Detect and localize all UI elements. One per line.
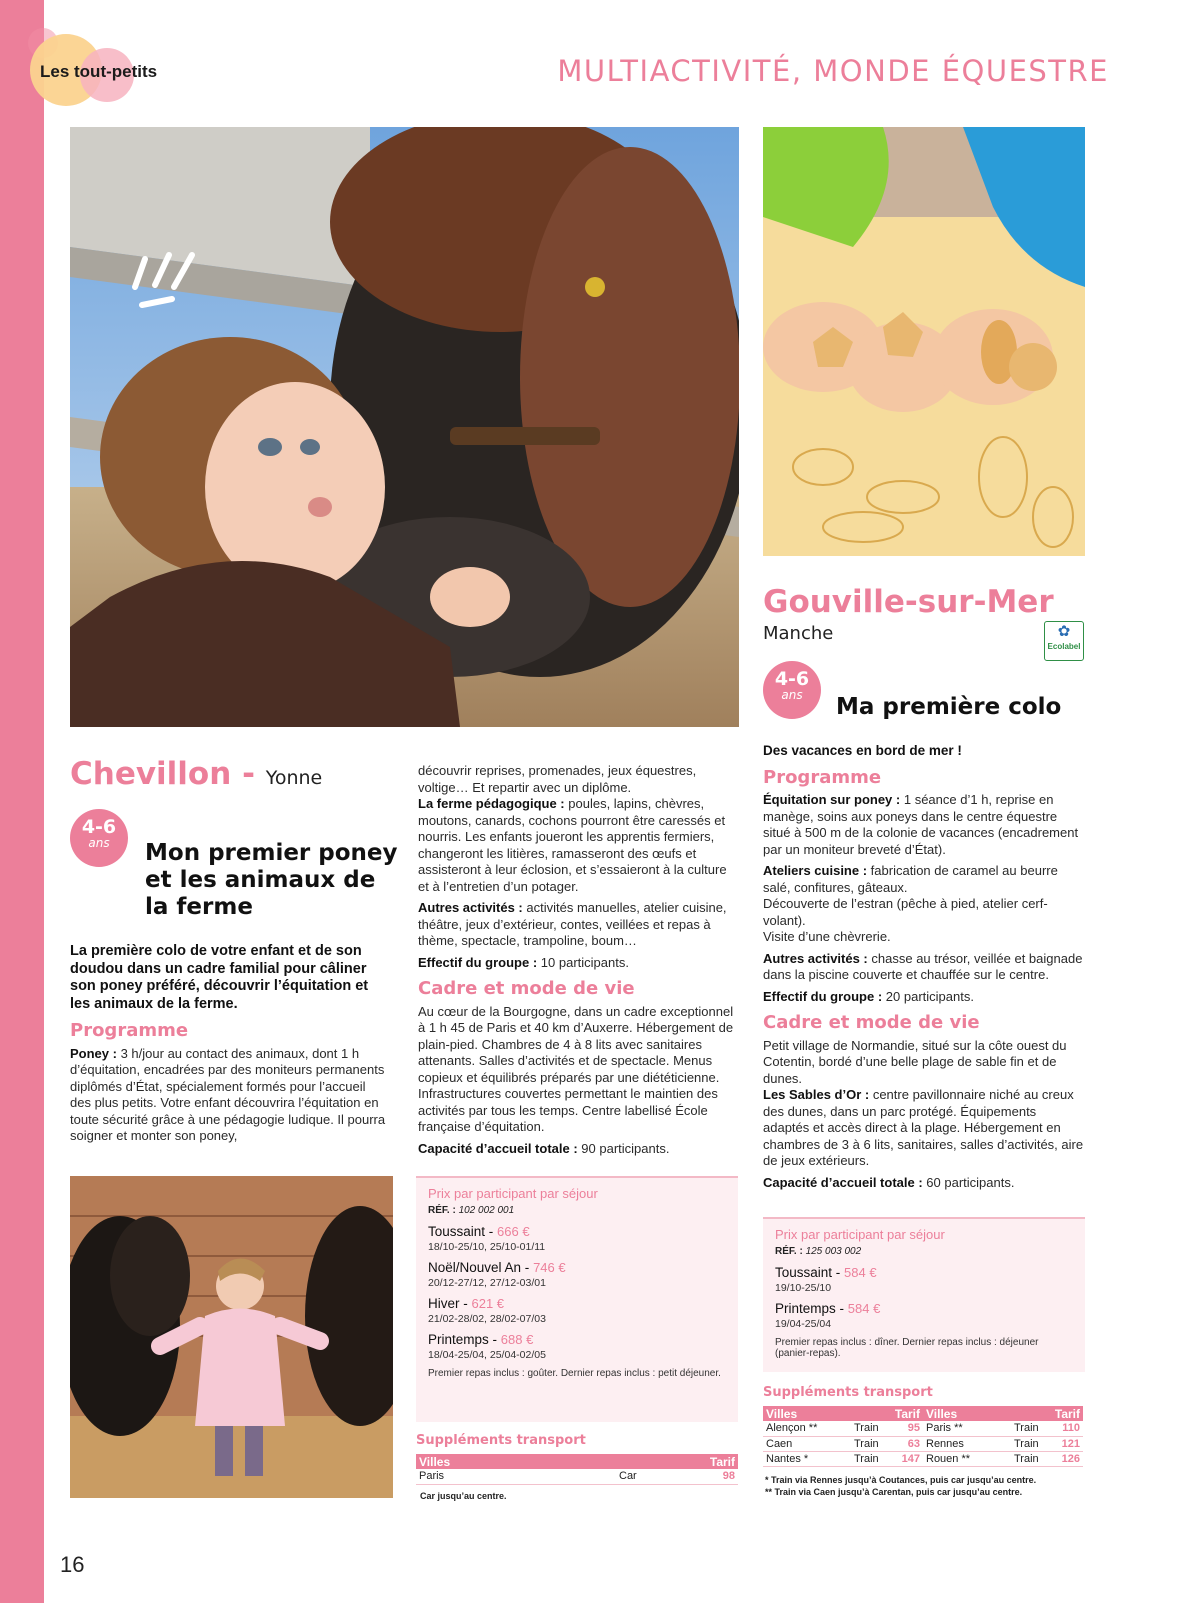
gouville-transport-table — [763, 1406, 1083, 1467]
gouville-sables-paragraph — [763, 1087, 1085, 1170]
price: 584 € — [844, 1265, 877, 1280]
label: Effectif du groupe : — [418, 954, 538, 970]
text: 3 h/jour au contact des animaux, dont 1 h d’équitation, encadrées par des moniteurs permanents diplômés d’État, spécialement formés pour l’accueil des plus petits. Votre enfant découvrira l’équitation en toute sécurité grâce à une pédagogie ludique. Il pourra soigner et monter son poney, — [70, 1045, 386, 1143]
age-unit: ans — [88, 836, 110, 850]
price: 95 — [891, 1421, 923, 1436]
gouville-transport-heading: Suppléments transport — [763, 1385, 933, 1400]
price: 688 € — [500, 1332, 534, 1347]
cookie-hands-image — [763, 127, 1085, 556]
text: activités manuelles, atelier cuisine, théâtre, jeux d’extérieur, contes, veillées et repas à thème, spectacle, trampoline, boum… — [418, 900, 727, 948]
price-row — [428, 1296, 728, 1325]
gouville-estran-paragraph: Découverte de l’estran (pêche à pied, atelier cerf-volant). — [763, 896, 1048, 928]
text: chasse au trésor, veillée et baignade dans la piscine couverte et chauffée sur le centre. — [763, 950, 1083, 982]
price-ref — [428, 1205, 728, 1216]
city: Paris ** — [923, 1421, 1011, 1436]
dates: 18/04-25/04, 25/04-02/05 — [428, 1349, 546, 1361]
age-range: 4-6 — [81, 816, 117, 838]
dates: 19/10-25/10 — [775, 1282, 832, 1294]
gouville-cuisine-paragraph — [763, 863, 1085, 896]
col-villes: Villes — [416, 1454, 616, 1469]
gouville-intro: Des vacances en bord de mer ! — [763, 743, 962, 758]
price-row — [775, 1301, 1075, 1330]
page-category-title: MULTIACTIVITÉ, MONDE ÉQUESTRE — [557, 54, 1109, 88]
col-mode — [851, 1406, 891, 1421]
col-tarif: Tarif — [669, 1454, 738, 1469]
price: 110 — [1051, 1421, 1083, 1436]
chevillon-transport-heading: Suppléments transport — [416, 1433, 586, 1448]
ecolabel-flower-icon: ✿ — [1057, 623, 1071, 640]
mode: Train — [1011, 1451, 1051, 1466]
age-unit: ans — [781, 688, 803, 702]
chevillon-transport-note: Car jusqu’au centre. — [420, 1491, 507, 1501]
price-heading: Prix par participant par séjour — [775, 1227, 945, 1242]
note-2: ** Train via Caen jusqu’à Carentan, puis car jusqu’au centre. — [765, 1487, 1023, 1497]
gouville-chevrerie-paragraph: Visite d’une chèvrerie. — [763, 929, 891, 944]
price: 121 — [1051, 1436, 1083, 1451]
chevillon-age-badge — [70, 809, 128, 867]
gouville-stay-title: Ma première colo — [836, 694, 1062, 720]
price: 746 € — [533, 1260, 566, 1275]
label: Poney : — [70, 1045, 117, 1061]
col-mode — [1011, 1406, 1051, 1421]
chevillon-transport-table — [416, 1454, 738, 1485]
chevillon-location-title — [70, 756, 322, 792]
ref-label: RÉF. : — [775, 1246, 803, 1257]
label: Ateliers cuisine : — [763, 863, 868, 878]
city: Rennes — [923, 1436, 1011, 1451]
price-row — [428, 1332, 728, 1361]
label: Autres activités : — [763, 950, 868, 966]
note-1: * Train via Rennes jusqu’à Coutances, puis car jusqu’au centre. — [765, 1475, 1037, 1485]
text: 20 participants. — [885, 988, 974, 1004]
mode: Train — [851, 1451, 891, 1466]
table-row — [763, 1421, 1083, 1436]
mode: Train — [1011, 1421, 1051, 1436]
price: 126 — [1051, 1451, 1083, 1466]
dates: 21/02-28/02, 28/02-07/03 — [428, 1313, 546, 1325]
ecolabel-text: Ecolabel — [1047, 642, 1081, 651]
text: 90 participants. — [581, 1140, 670, 1156]
chevillon-poney-continued: découvrir reprises, promenades, jeux équestres, voltige… Et repartir avec un diplôme. — [418, 763, 697, 795]
chevillon-stay-title: Mon premier poney et les animaux de la ferme — [145, 840, 398, 920]
girl-ponies-stable-photo — [70, 1176, 393, 1498]
price: 621 € — [471, 1296, 505, 1311]
gouville-age-badge — [763, 661, 821, 719]
gouville-equitation-paragraph — [763, 792, 1085, 858]
gouville-cadre-heading: Cadre et mode de vie — [763, 1012, 980, 1033]
text: poules, lapins, chèvres, moutons, canards, cochons pourront être caressés et nourris. Les enfants joueront les apprentis fermiers, changeront les litières, ramasseront des œufs et assisteront à leur éclosion, et s’essaieront à la culture et à l’entretien d’un potager. — [418, 796, 727, 894]
chevillon-price-box — [416, 1176, 738, 1422]
chevillon-town: Chevillon - — [70, 756, 255, 792]
season: Printemps - — [775, 1301, 848, 1316]
col-villes: Villes — [763, 1406, 851, 1421]
city: Paris — [416, 1469, 616, 1484]
table-row — [416, 1469, 738, 1484]
chevillon-cadre-paragraph: Au cœur de la Bourgogne, dans un cadre exceptionnel à 1 h 45 de Paris et 40 km d’Auxerre. Hébergement de plain-pied. Chambres de 4 à 8 lits avec sanitaires attenants. Salles d’activités et de spectacle. Menus copieux et équilibrés préparés par une diététicienne. Infrastructures couvertes permettant le maintien des activités par tous les temps. Centre labellisé École française d’équitation. — [418, 1003, 734, 1134]
dates: 19/04-25/04 — [775, 1318, 832, 1330]
chevillon-department: Yonne — [265, 767, 323, 789]
city: Alençon ** — [763, 1421, 851, 1436]
label: Équitation sur poney : — [763, 792, 901, 807]
price-row — [428, 1224, 728, 1253]
chevillon-description-col2 — [418, 763, 740, 1162]
text: 10 participants. — [540, 954, 629, 970]
label: Capacité d’accueil totale : — [418, 1140, 578, 1156]
text: 1 séance d’1 h, reprise en manège, soins aux poneys dans le centre équestre situé à 500 m de la colonie de vacances (encadrement par un moniteur breveté d’État). — [763, 792, 1079, 857]
age-range: 4-6 — [774, 668, 810, 690]
mode: Train — [1011, 1436, 1051, 1451]
girl-pony-photo — [70, 127, 739, 727]
text: centre pavillonnaire niché au creux des dunes, dans un parc protégé. Équipements adaptés et accès direct à la plage. Hébergement en chambres de 3 à 6 lits, sanitaires, salles d’activités, aire de jeux extérieurs. — [763, 1087, 1084, 1168]
price-row — [775, 1265, 1075, 1294]
mode: Car — [616, 1469, 669, 1484]
chevillon-programme-heading: Programme — [70, 1020, 189, 1041]
mode: Train — [851, 1436, 891, 1451]
meal-note: Premier repas inclus : goûter. Dernier repas inclus : petit déjeuner. — [428, 1368, 721, 1379]
price-ref — [775, 1246, 1075, 1257]
city: Nantes * — [763, 1451, 851, 1466]
mode: Train — [851, 1421, 891, 1436]
season: Toussaint - — [775, 1265, 845, 1280]
price-heading: Prix par participant par séjour — [428, 1186, 598, 1201]
meal-note: Premier repas inclus : dîner. Dernier repas inclus : déjeuner (panier-repas). — [775, 1337, 1039, 1359]
col-villes: Villes — [923, 1406, 1011, 1421]
label: Effectif du groupe : — [763, 988, 883, 1004]
gouville-transport-notes — [765, 1474, 1036, 1498]
col-mode — [616, 1454, 669, 1469]
season: Hiver - — [428, 1296, 472, 1311]
ref-number: 125 003 002 — [805, 1246, 862, 1257]
table-row — [763, 1451, 1083, 1466]
chevillon-ferme-paragraph — [418, 796, 740, 895]
sidebar-band — [0, 0, 44, 1603]
label: Capacité d’accueil totale : — [763, 1174, 923, 1190]
price: 666 € — [497, 1224, 530, 1239]
price-row — [428, 1260, 728, 1289]
table-header-row — [763, 1406, 1083, 1421]
season: Printemps - — [428, 1332, 501, 1347]
gouville-description — [763, 742, 1085, 1196]
chevillon-capacite-paragraph — [418, 1141, 740, 1158]
gouville-effectif-paragraph — [763, 989, 1085, 1006]
city: Rouen ** — [923, 1451, 1011, 1466]
dates: 20/12-27/12, 27/12-03/01 — [428, 1277, 546, 1289]
chevillon-intro: La première colo de votre enfant et de son doudou dans un cadre familial pour câliner son poney préféré, découvrir l’équitation et les animaux de la ferme. — [70, 943, 369, 1012]
dates: 18/10-25/10, 25/10-01/11 — [428, 1241, 546, 1253]
page-number: 16 — [60, 1552, 85, 1577]
season: Toussaint - — [428, 1224, 498, 1239]
col-tarif: Tarif — [891, 1406, 923, 1421]
price: 63 — [891, 1436, 923, 1451]
chevillon-cadre-heading: Cadre et mode de vie — [418, 978, 635, 999]
season: Noël/Nouvel An - — [428, 1260, 534, 1275]
chevillon-poney-paragraph — [70, 1046, 390, 1145]
price: 584 € — [847, 1301, 881, 1316]
label: Les Sables d’Or : — [763, 1087, 870, 1102]
chevillon-autres-paragraph — [418, 900, 740, 950]
chevillon-description — [70, 943, 390, 1150]
gouville-autres-paragraph — [763, 951, 1085, 984]
gouville-department: Manche — [763, 623, 834, 644]
section-label: Les tout-petits — [40, 62, 158, 81]
price: 98 — [669, 1469, 738, 1484]
ref-label: RÉF. : — [428, 1205, 456, 1216]
cookie-hands-photo — [763, 127, 1085, 556]
gouville-cadre-paragraph: Petit village de Normandie, situé sur la côte ouest du Cotentin, bordé d’une belle plage de sable fin et de dunes. — [763, 1037, 1067, 1086]
girl-pony-image — [70, 127, 739, 727]
city: Caen — [763, 1436, 851, 1451]
label: La ferme pédagogique : — [418, 796, 565, 811]
table-row — [763, 1436, 1083, 1451]
gouville-programme-heading: Programme — [763, 766, 882, 788]
gouville-price-box — [763, 1217, 1085, 1372]
text: 60 participants. — [926, 1174, 1015, 1190]
gouville-town: Gouville-sur-Mer — [763, 584, 1054, 620]
price: 147 — [891, 1451, 923, 1466]
col-tarif: Tarif — [1051, 1406, 1083, 1421]
chevillon-effectif-paragraph — [418, 955, 740, 972]
text: fabrication de caramel au beurre salé, confitures, gâteaux. — [763, 863, 1058, 895]
ecolabel-logo — [1044, 621, 1084, 661]
girl-ponies-stable-image — [70, 1176, 393, 1498]
label: Autres activités : — [418, 900, 523, 915]
table-header-row — [416, 1454, 738, 1469]
ref-number: 102 002 001 — [458, 1205, 515, 1216]
gouville-capacite-paragraph — [763, 1175, 1085, 1192]
